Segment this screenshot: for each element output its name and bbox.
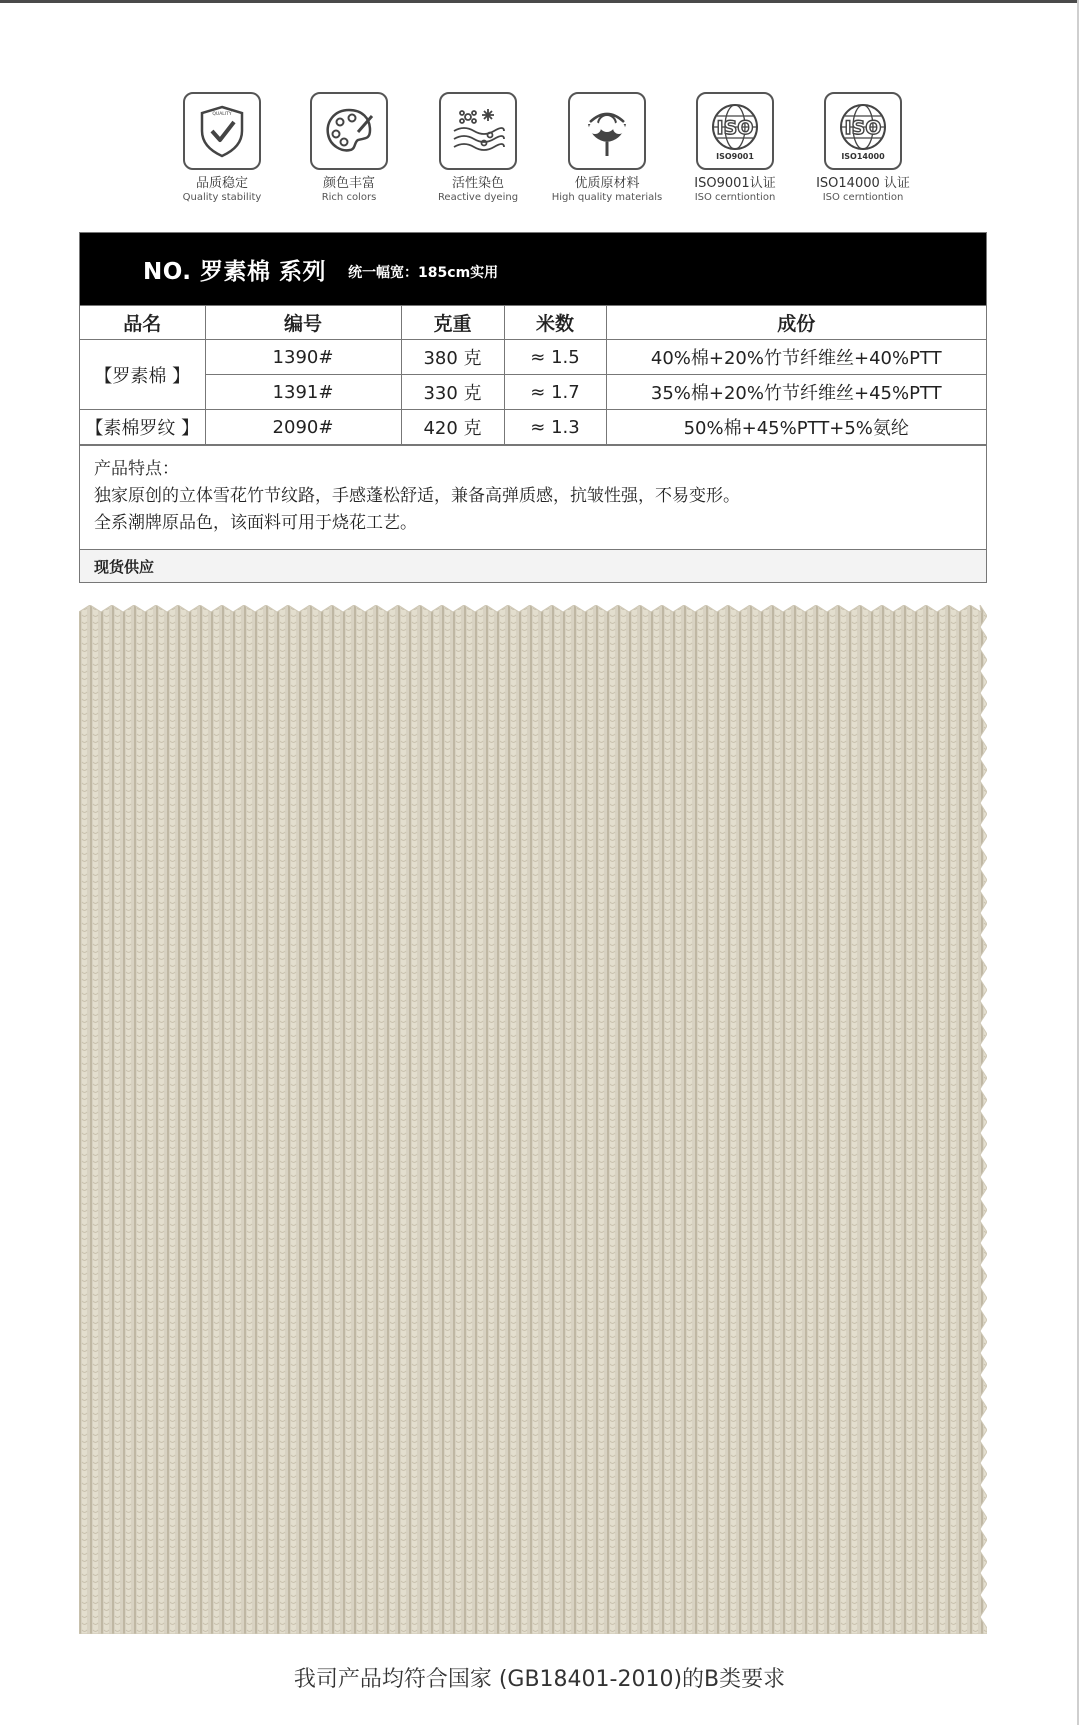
iso-badge-text: ISO [844, 117, 882, 139]
product-meters: ≈ 1.7 [504, 375, 606, 410]
feature-label: ISO14000 认证 [816, 176, 910, 191]
product-meters: ≈ 1.3 [504, 410, 606, 445]
quality-badge-text: QUALITY [212, 112, 232, 117]
feature-label: ISO9001认证 [694, 176, 776, 191]
feature-label: 颜色丰富 [322, 176, 375, 191]
features-line: 全系潮牌原品色，该面料可用于烧花工艺。 [94, 513, 417, 533]
feature-sublabel: Rich colors [321, 192, 377, 203]
col-header-meters: 米数 [504, 306, 606, 340]
product-code: 2090# [205, 410, 401, 445]
feature-materials [543, 92, 671, 204]
feature-label: 活性染色 [451, 176, 504, 191]
product-code: 1391# [205, 375, 401, 410]
series-title: NO. 罗素棉 系列 [143, 258, 327, 285]
col-header-weight: 克重 [401, 306, 504, 340]
spec-header [80, 233, 986, 305]
product-weight: 380 克 [401, 340, 504, 375]
feature-label: 优质原材料 [574, 176, 640, 191]
feature-icons-row [150, 92, 930, 212]
iso-icon [832, 100, 894, 162]
product-composition: 40%棉+20%竹节纤维丝+40%PTT [606, 340, 986, 375]
table-row [80, 375, 986, 410]
feature-colors [285, 92, 413, 204]
col-header-name: 品名 [80, 306, 205, 340]
product-weight: 420 克 [401, 410, 504, 445]
iso-sub-text: ISO14000 [841, 152, 885, 161]
product-features [80, 445, 986, 549]
iso-sub-text: ISO9001 [716, 152, 754, 161]
product-composition: 35%棉+20%竹节纤维丝+45%PTT [606, 375, 986, 410]
iso-icon [704, 100, 766, 162]
compliance-footer: 我司产品均符合国家 (GB18401-2010)的B类要求 [293, 1667, 786, 1692]
feature-sublabel: Reactive dyeing [437, 192, 519, 203]
product-name: 【素棉罗纹 】 [80, 410, 205, 445]
shield-check-icon [194, 101, 250, 161]
palette-icon [320, 102, 378, 160]
fabric-swatch [79, 605, 987, 1634]
swatch-fabric-body [79, 605, 987, 1634]
feature-sublabel: Quality stability [182, 192, 262, 203]
feature-label: 品质稳定 [195, 176, 248, 191]
stock-status: 现货供应 [80, 549, 986, 582]
table-row [80, 410, 986, 445]
table-header-row [80, 306, 986, 340]
product-weight: 330 克 [401, 375, 504, 410]
feature-iso9001 [671, 92, 799, 204]
feature-iso14000 [799, 92, 927, 204]
feature-sublabel: ISO cerntiontion [822, 192, 904, 203]
features-line: 独家原创的立体雪花竹节纹路，手感蓬松舒适，兼备高弹质感，抗皱性强，不易变形。 [94, 486, 740, 506]
col-header-code: 编号 [205, 306, 401, 340]
cotton-icon [578, 102, 636, 160]
table-row [80, 340, 986, 375]
product-meters: ≈ 1.5 [504, 340, 606, 375]
feature-sublabel: High quality materials [551, 192, 663, 203]
feature-quality [158, 92, 286, 204]
features-label: 产品特点： [94, 459, 179, 479]
spec-grid [80, 305, 986, 445]
iso-badge-text: ISO [716, 117, 754, 139]
width-note: 统一幅宽：185cm实用 [348, 265, 499, 281]
col-header-composition: 成份 [606, 306, 986, 340]
feature-dyeing [414, 92, 542, 204]
product-composition: 50%棉+45%PTT+5%氨纶 [606, 410, 986, 445]
product-name: 【罗素棉 】 [80, 340, 205, 410]
spec-table [79, 232, 987, 583]
dye-flower-icon [448, 101, 508, 161]
feature-sublabel: ISO cerntiontion [694, 192, 776, 203]
top-border [0, 0, 1079, 3]
product-code: 1390# [205, 340, 401, 375]
